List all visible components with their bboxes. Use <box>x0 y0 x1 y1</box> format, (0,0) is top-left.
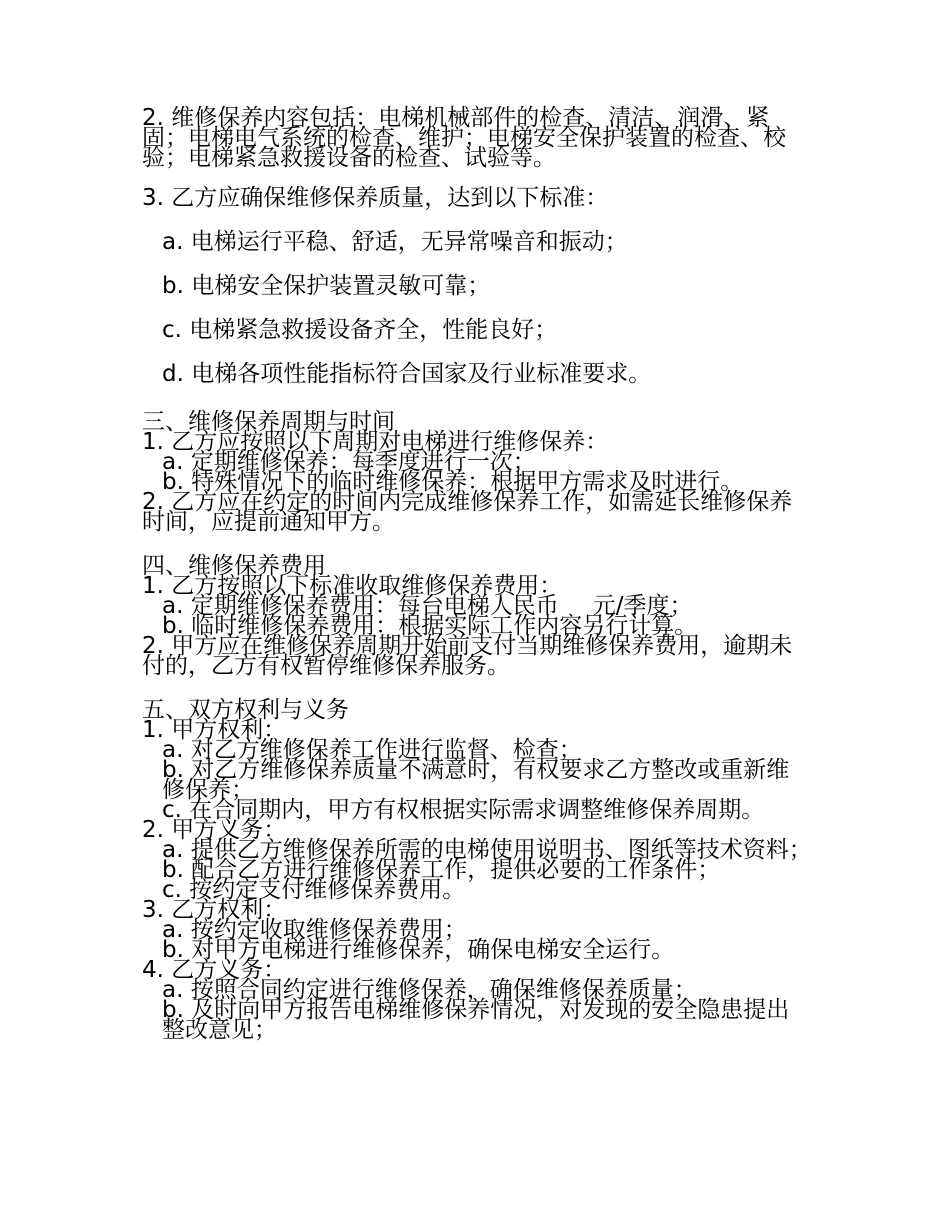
list-item: a. 定期维修保养：每季度进行一次； <box>162 449 536 475</box>
list-item: 2. 甲方义务： <box>142 817 287 843</box>
list-item: b. 电梯安全保护装置灵敏可靠； <box>162 273 491 299</box>
list-item: b. 对乙方维修保养质量不满意时，有权要求乙方整改或重新维修保养； <box>162 757 790 803</box>
list-item: c. 电梯紧急救援设备齐全，性能良好； <box>162 317 558 343</box>
list-item: 1. 乙方按照以下标准收取维修保养费用： <box>142 573 563 599</box>
list-item: a. 提供乙方维修保养所需的电梯使用说明书、图纸等技术资料； <box>162 837 812 863</box>
section-heading-fees: 四、维修保养费用 <box>142 553 326 579</box>
list-item: b. 及时向甲方报告电梯维修保养情况，对发现的安全隐患提出整改意见； <box>162 997 790 1043</box>
list-item: a. 对乙方维修保养工作进行监督、检查； <box>162 737 582 763</box>
list-item: c. 在合同期内，甲方有权根据实际需求调整维修保养周期。 <box>162 797 765 823</box>
list-item: b. 特殊情况下的临时维修保养：根据甲方需求及时进行。 <box>162 469 744 495</box>
list-item: c. 按约定支付维修保养费用。 <box>162 877 466 903</box>
list-item: a. 按照合同约定进行维修保养，确保维修保养质量； <box>162 977 697 1003</box>
document-body <box>142 105 812 1043</box>
paragraph-quality-standards: 3. 乙方应确保维修保养质量，达到以下标准： <box>142 185 609 211</box>
list-item: 1. 乙方应按照以下周期对电梯进行维修保养： <box>142 429 609 455</box>
list-item: b. 临时维修保养费用：根据实际工作内容另行计算。 <box>162 613 698 639</box>
list-item: a. 按约定收取维修保养费用； <box>162 917 467 943</box>
fee-text-prefix: a. 定期维修保养费用：每台电梯人民币 <box>162 593 559 619</box>
list-item: 2. 乙方应在约定的时间内完成维修保养工作，如需延长维修保养时间，应提前通知甲方。 <box>142 489 793 535</box>
list-item: b. 对甲方电梯进行维修保养，确保电梯安全运行。 <box>162 937 675 963</box>
list-item: 1. 甲方权利： <box>142 717 287 743</box>
list-item: a. 电梯运行平稳、舒适，无异常噪音和振动； <box>162 229 628 255</box>
fee-text-suffix: 元/季度； <box>592 593 693 619</box>
paragraph-maintenance-content: 2. 维修保养内容包括：电梯机械部件的检查、清洁、润滑、紧固；电梯电气系统的检查、维护；电梯安全保护装置的检查、校验；电梯紧急救援设备的检查、试验等。 <box>142 105 786 171</box>
list-item: 2. 甲方应在维修保养周期开始前支付当期维修保养费用，逾期未付的，乙方有权暂停维修保养服务。 <box>142 633 793 679</box>
section-heading-period: 三、维修保养周期与时间 <box>142 409 395 435</box>
list-item: b. 配合乙方进行维修保养工作，提供必要的工作条件； <box>162 857 721 883</box>
section-heading-rights: 五、双方权利与义务 <box>142 697 349 723</box>
list-item: 4. 乙方义务： <box>142 957 287 983</box>
list-item: 3. 乙方权利： <box>142 897 287 923</box>
list-item: d. 电梯各项性能指标符合国家及行业标准要求。 <box>162 361 652 387</box>
